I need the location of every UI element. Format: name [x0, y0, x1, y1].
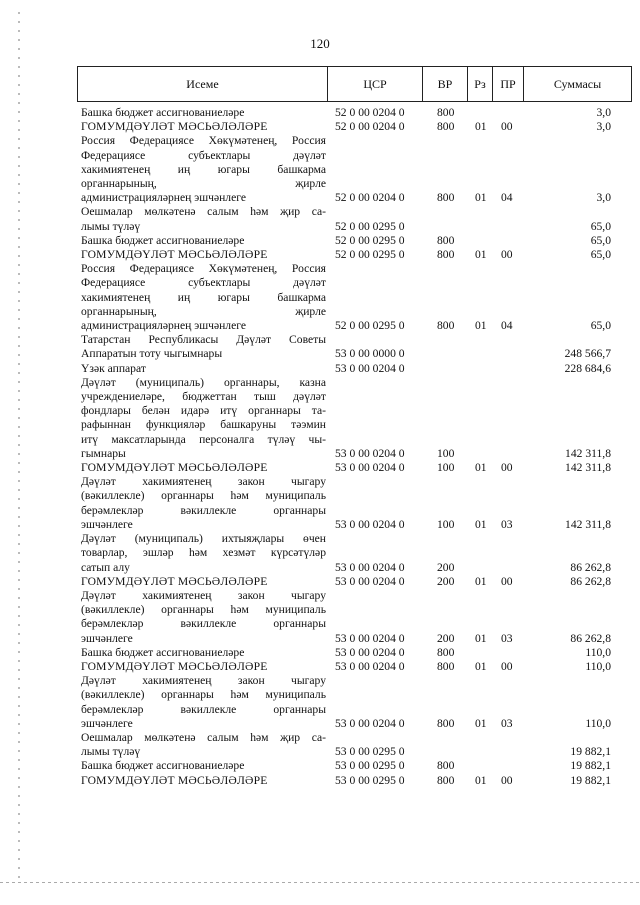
- row-name-line: берәмлекләр вәкиллекле органнары: [81, 702, 326, 716]
- page-number: 120: [310, 36, 330, 51]
- row-vr: 100: [437, 446, 455, 460]
- row-name-line: (вәкиллекле) органнары һәм муниципаль: [81, 489, 326, 503]
- row-sum: 248 566,7: [564, 347, 611, 361]
- row-csr: 53 0 00 0204 0: [335, 461, 405, 475]
- table-row: [81, 376, 632, 461]
- row-vr: 200: [437, 631, 455, 645]
- bottom-dotted-rule: [0, 882, 640, 883]
- row-vr: 200: [437, 560, 455, 574]
- row-vr: 800: [437, 759, 455, 773]
- row-csr: 53 0 00 0000 0: [335, 347, 405, 361]
- row-vr: 200: [437, 574, 455, 588]
- row-pr: 03: [501, 631, 513, 645]
- row-sum: 65,0: [590, 319, 611, 333]
- row-name-line: гымнары: [81, 446, 126, 460]
- row-sum: 142 311,8: [565, 517, 611, 531]
- row-sum: 65,0: [590, 248, 611, 262]
- row-rz: 01: [475, 659, 487, 673]
- row-vr: 800: [437, 716, 455, 730]
- row-name: [81, 589, 326, 646]
- row-name-line: Россия Федерациясе Хөкүмәтенең, Россия: [81, 134, 326, 148]
- row-name-line: итү максатларында персоналга түләү чы-: [81, 432, 326, 446]
- row-rz: 01: [475, 716, 487, 730]
- row-sum: 110,0: [585, 659, 611, 673]
- row-name: [81, 575, 326, 589]
- row-name-line: Дәүләт хакимиятенең закон чыгару: [81, 674, 326, 688]
- row-name-line: учреждениеләре, бюджеттан тыш дәүләт: [81, 390, 326, 404]
- row-csr: 53 0 00 0204 0: [335, 716, 405, 730]
- row-vr: 800: [437, 645, 455, 659]
- row-sum: 142 311,8: [565, 461, 611, 475]
- row-name-line: ГОМУМДӘҮЛӘТ МӘСЬӘЛӘЛӘРЕ: [81, 773, 268, 787]
- row-pr: 00: [501, 773, 513, 787]
- row-sum: 110,0: [585, 645, 611, 659]
- row-pr: 00: [501, 120, 513, 134]
- row-vr: 800: [437, 773, 455, 787]
- header-sum: Суммасы: [553, 76, 602, 91]
- row-sum: 19 882,1: [570, 745, 611, 759]
- row-name: [81, 205, 326, 233]
- row-rz: 01: [475, 631, 487, 645]
- row-name-line: товарлар, эшләр һәм хезмәт күрсәтүләр: [81, 546, 326, 560]
- row-name: [81, 362, 326, 376]
- table-row: [81, 759, 632, 773]
- header-pr: ПР: [493, 67, 524, 101]
- row-name-line: органнарының, җирле: [81, 304, 326, 318]
- row-sum: 65,0: [590, 233, 611, 247]
- row-vr: 800: [437, 120, 455, 134]
- table-row: [81, 774, 632, 788]
- header-csr: ЦСР: [328, 67, 423, 101]
- row-name-line: фондлары белән идарә итү органнары та-: [81, 404, 326, 418]
- row-csr: 52 0 00 0204 0: [335, 120, 405, 134]
- row-csr: 53 0 00 0204 0: [335, 517, 405, 531]
- row-name-line: Башка бюджет ассигнованиеләре: [81, 645, 245, 659]
- row-name-line: Дәүләт (муниципаль) органнары, казна: [81, 375, 326, 389]
- row-name-line: Оешмалар мөлкәтенә салым һәм җир са-: [81, 730, 326, 744]
- row-name: [81, 774, 326, 788]
- table-row: [81, 262, 632, 333]
- row-name-line: Башка бюджет ассигнованиеләре: [81, 759, 245, 773]
- row-vr: 800: [437, 248, 455, 262]
- row-name-line: сатып алу: [81, 560, 130, 574]
- row-sum: 19 882,1: [570, 773, 611, 787]
- margin-dotted-line: [18, 12, 20, 882]
- header-name: Исеме: [78, 67, 328, 101]
- table-row: [81, 475, 632, 532]
- header-rz: Рз: [468, 67, 493, 101]
- row-name: [81, 234, 326, 248]
- row-vr: 100: [437, 517, 455, 531]
- row-name: [81, 134, 326, 205]
- table-row: [81, 461, 632, 475]
- table-row: [81, 362, 632, 376]
- row-name: [81, 532, 326, 575]
- table-row: [81, 532, 632, 575]
- row-name: [81, 759, 326, 773]
- row-name-line: лымы түләү: [81, 219, 141, 233]
- row-csr: 53 0 00 0295 0: [335, 745, 405, 759]
- table-row: [81, 134, 632, 205]
- row-rz: 01: [475, 773, 487, 787]
- table-row: [81, 674, 632, 731]
- row-name-line: администрацияләрнең эшчәнлеге: [81, 319, 246, 333]
- row-sum: 110,0: [585, 716, 611, 730]
- row-name: [81, 262, 326, 333]
- row-name-line: Башка бюджет ассигнованиеләре: [81, 106, 245, 119]
- row-name: [81, 461, 326, 475]
- row-name-line: ГОМУМДӘҮЛӘТ МӘСЬӘЛӘЛӘРЕ: [81, 120, 268, 134]
- row-sum: 19 882,1: [570, 759, 611, 773]
- row-vr: 800: [437, 659, 455, 673]
- row-csr: 53 0 00 0204 0: [335, 560, 405, 574]
- row-csr: 52 0 00 0295 0: [335, 319, 405, 333]
- row-name-line: (вәкиллекле) органнары һәм муниципаль: [81, 603, 326, 617]
- row-csr: 52 0 00 0204 0: [335, 191, 405, 205]
- row-vr: 800: [437, 319, 455, 333]
- row-name-line: Россия Федерациясе Хөкүмәтенең, Россия: [81, 262, 326, 276]
- row-rz: 01: [475, 248, 487, 262]
- row-csr: 53 0 00 0295 0: [335, 773, 405, 787]
- row-name-line: Оешмалар мөлкәтенә салым һәм җир са-: [81, 205, 326, 219]
- header-vr: ВР: [423, 67, 468, 101]
- row-name-line: эшчәнлеге: [81, 631, 133, 645]
- row-rz: 01: [475, 517, 487, 531]
- row-name-line: Үзәк аппарат: [81, 361, 146, 375]
- row-name-line: эшчәнлеге: [81, 517, 133, 531]
- table-row: [81, 731, 632, 759]
- row-rz: 01: [475, 574, 487, 588]
- table-row: [81, 120, 632, 134]
- row-name-line: ГОМУМДӘҮЛӘТ МӘСЬӘЛӘЛӘРЕ: [81, 248, 268, 262]
- table-row: [81, 234, 632, 248]
- row-csr: 52 0 00 0295 0: [335, 248, 405, 262]
- row-name: [81, 333, 326, 361]
- row-name-line: Федерациясе субъектлары дәүләт: [81, 276, 326, 290]
- row-csr: 53 0 00 0204 0: [335, 645, 405, 659]
- row-name: [81, 731, 326, 759]
- row-pr: 04: [501, 319, 513, 333]
- table-header: [77, 66, 632, 102]
- row-name-line: эшчәнлеге: [81, 716, 133, 730]
- table-row: [81, 575, 632, 589]
- row-sum: 3,0: [596, 120, 611, 134]
- row-sum: 86 262,8: [570, 631, 611, 645]
- row-pr: 03: [501, 716, 513, 730]
- row-name-line: Дәүләт хакимиятенең закон чыгару: [81, 475, 326, 489]
- row-sum: 86 262,8: [570, 574, 611, 588]
- table-row: [81, 248, 632, 262]
- row-pr: 04: [501, 191, 513, 205]
- row-csr: 53 0 00 0295 0: [335, 759, 405, 773]
- row-name: [81, 106, 326, 120]
- row-name: [81, 674, 326, 731]
- row-name-line: лымы түләү: [81, 745, 141, 759]
- row-sum: 3,0: [596, 106, 611, 119]
- row-name: [81, 120, 326, 134]
- row-sum: 3,0: [596, 191, 611, 205]
- table-row: [81, 589, 632, 646]
- row-rz: 01: [475, 191, 487, 205]
- row-csr: 53 0 00 0204 0: [335, 659, 405, 673]
- row-name-line: Татарстан Республикасы Дәүләт Советы: [81, 333, 326, 347]
- row-name-line: берәмлекләр вәкиллекле органнары: [81, 617, 326, 631]
- row-name-line: (вәкиллекле) органнары һәм муниципаль: [81, 688, 326, 702]
- row-name-line: органнарының, җирле: [81, 177, 326, 191]
- row-csr: 53 0 00 0204 0: [335, 574, 405, 588]
- row-name-line: рафыннан функцияләр башкаруны тәэмин: [81, 418, 326, 432]
- table-row: [81, 205, 632, 233]
- row-vr: 800: [437, 233, 455, 247]
- row-sum: 65,0: [590, 219, 611, 233]
- table-row: [81, 646, 632, 660]
- row-name-line: берәмлекләр вәкиллекле органнары: [81, 503, 326, 517]
- row-sum: 86 262,8: [570, 560, 611, 574]
- row-csr: 52 0 00 0204 0: [335, 106, 405, 119]
- row-csr: 52 0 00 0295 0: [335, 219, 405, 233]
- row-csr: 53 0 00 0204 0: [335, 631, 405, 645]
- row-vr: 100: [437, 461, 455, 475]
- row-name-line: Дәүләт (муниципаль) ихтыяҗлары өчен: [81, 532, 326, 546]
- row-pr: 00: [501, 574, 513, 588]
- row-vr: 800: [437, 191, 455, 205]
- row-name-line: администрацияләрнең эшчәнлеге: [81, 191, 246, 205]
- row-name: [81, 646, 326, 660]
- row-csr: 52 0 00 0295 0: [335, 233, 405, 247]
- row-name-line: хакимиятенең иң югары башкарма: [81, 290, 326, 304]
- row-pr: 00: [501, 461, 513, 475]
- row-pr: 00: [501, 248, 513, 262]
- row-name-line: Аппаратын тоту чыгымнары: [81, 347, 223, 361]
- row-name-line: Дәүләт хакимиятенең закон чыгару: [81, 588, 326, 602]
- row-name: [81, 376, 326, 461]
- table-row: [81, 106, 632, 120]
- row-name-line: ГОМУМДӘҮЛӘТ МӘСЬӘЛӘЛӘРЕ: [81, 659, 268, 673]
- row-name-line: ГОМУМДӘҮЛӘТ МӘСЬӘЛӘЛӘРЕ: [81, 574, 268, 588]
- row-name-line: ГОМУМДӘҮЛӘТ МӘСЬӘЛӘЛӘРЕ: [81, 461, 268, 475]
- row-csr: 53 0 00 0204 0: [335, 361, 405, 375]
- budget-table: [81, 106, 632, 788]
- row-pr: 03: [501, 517, 513, 531]
- row-rz: 01: [475, 120, 487, 134]
- row-name-line: хакимиятенең иң югары башкарма: [81, 162, 326, 176]
- row-pr: 00: [501, 659, 513, 673]
- row-name: [81, 475, 326, 532]
- row-vr: 800: [437, 106, 455, 119]
- row-name-line: Федерациясе субъектлары дәүләт: [81, 148, 326, 162]
- row-sum: 142 311,8: [565, 446, 611, 460]
- table-row: [81, 333, 632, 361]
- row-name: [81, 660, 326, 674]
- table-row: [81, 660, 632, 674]
- row-rz: 01: [475, 319, 487, 333]
- row-sum: 228 684,6: [564, 361, 611, 375]
- row-name: [81, 248, 326, 262]
- row-csr: 53 0 00 0204 0: [335, 446, 405, 460]
- row-name-line: Башка бюджет ассигнованиеләре: [81, 233, 245, 247]
- row-rz: 01: [475, 461, 487, 475]
